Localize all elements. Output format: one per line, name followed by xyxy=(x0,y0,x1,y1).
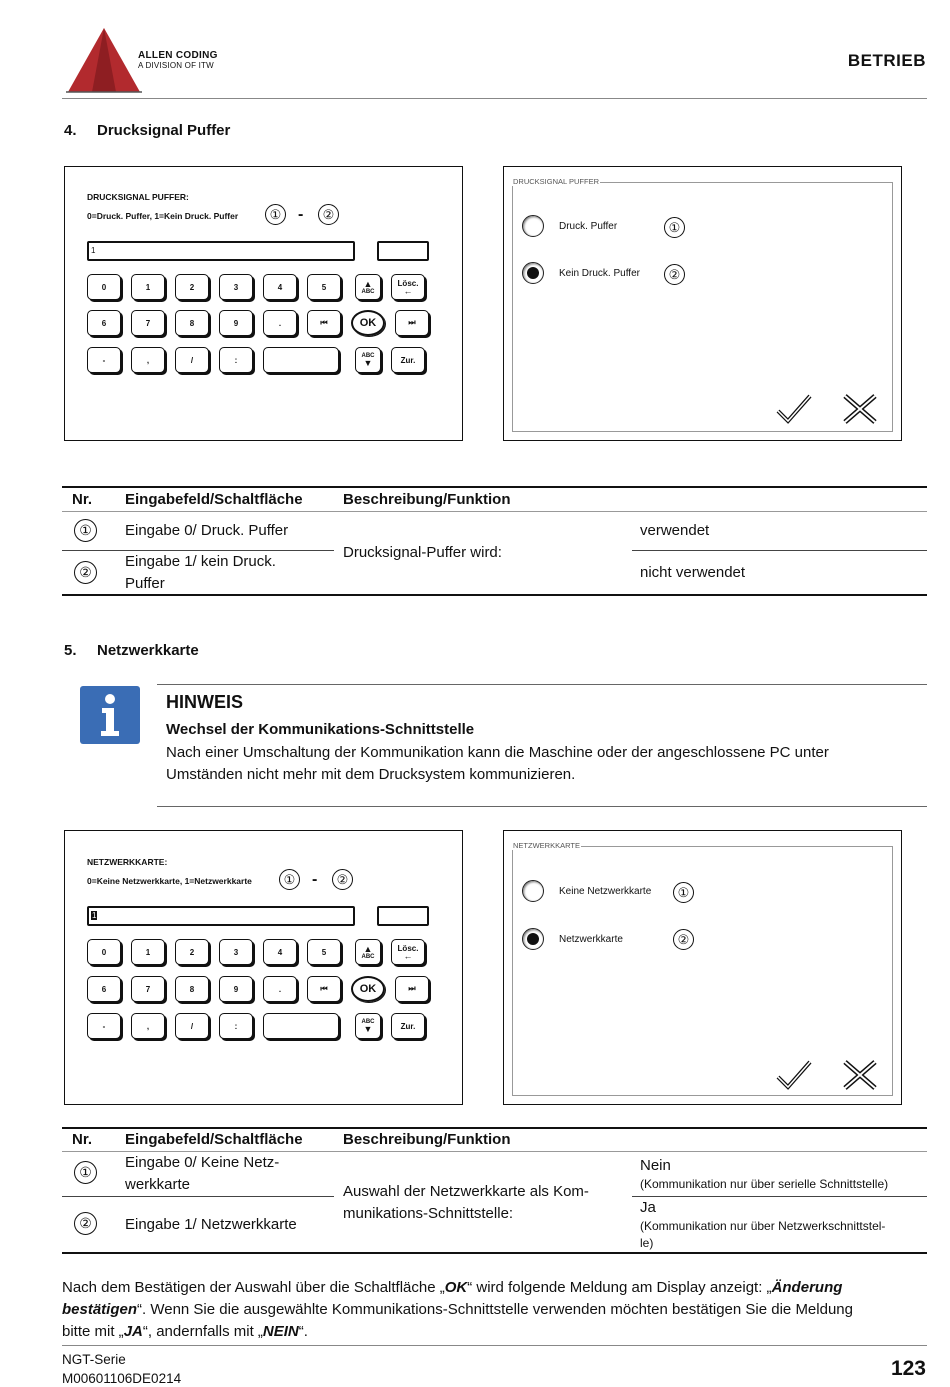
row-rule xyxy=(62,1196,334,1197)
row-result-note-2a: (Kommunikation nur über Netzwerkschnittstel- xyxy=(640,1219,886,1233)
row-marker-2: ② xyxy=(74,561,97,584)
dialog-fieldset xyxy=(512,846,893,1096)
col-header-field: Eingabefeld/Schaltfläche xyxy=(125,1131,303,1148)
info-i-glyph xyxy=(98,693,122,737)
shift-up-key[interactable] xyxy=(355,939,381,965)
space-key[interactable] xyxy=(263,347,339,373)
marker-2: ② xyxy=(664,264,685,285)
key-2[interactable]: 2 xyxy=(175,939,209,965)
selection-dialog xyxy=(503,166,902,441)
col-header-nr: Nr. xyxy=(72,491,93,508)
section-number: 4. xyxy=(64,122,77,139)
key-0[interactable]: 0 xyxy=(87,939,121,965)
key-3[interactable]: 3 xyxy=(219,274,253,300)
row-result-note-1: (Kommunikation nur über serielle Schnittstelle) xyxy=(640,1177,889,1191)
key-4[interactable]: 4 xyxy=(263,274,297,300)
skip-forward-icon: ⏭ xyxy=(408,318,416,327)
note-body-line2: Umständen nicht mehr mit dem Drucksystem kommunizieren. xyxy=(166,766,576,783)
cancel-x-icon[interactable] xyxy=(842,1059,878,1091)
clear-key[interactable] xyxy=(391,939,425,965)
key-minus[interactable]: - xyxy=(87,347,121,373)
marker-dash: - xyxy=(312,871,318,888)
abc-label: ABC xyxy=(361,288,375,295)
ok-key[interactable]: OK xyxy=(351,976,385,1002)
table-top-rule xyxy=(62,1127,927,1129)
section-title: Netzwerkkarte xyxy=(97,642,199,659)
info-icon xyxy=(80,686,140,744)
clear-label: Lösc. xyxy=(397,279,419,288)
row-field-2b: Puffer xyxy=(125,575,165,592)
footer-divider xyxy=(62,1345,927,1346)
ja-term: JA xyxy=(123,1323,143,1340)
key-5[interactable]: 5 xyxy=(307,274,341,300)
row-marker-1: ① xyxy=(74,519,97,542)
col-header-field: Eingabefeld/Schaltfläche xyxy=(125,491,303,508)
row-rule xyxy=(632,550,927,551)
keypad-title: NETZWERKKARTE: xyxy=(87,857,168,867)
marker-dash: - xyxy=(298,206,304,223)
input-value: 1 xyxy=(92,911,97,920)
keypad-screen xyxy=(64,166,463,441)
marker-2: ② xyxy=(332,869,353,890)
key-7[interactable]: 7 xyxy=(131,310,165,336)
marker-1: ① xyxy=(265,204,286,225)
text: Nach dem Bestätigen der Auswahl über die Schaltfläche „ xyxy=(62,1279,445,1296)
cursor-start-key[interactable] xyxy=(307,310,341,336)
section-heading xyxy=(64,122,230,139)
back-key[interactable]: Zur. xyxy=(391,347,425,373)
arrow-down-icon: ▼ xyxy=(363,1023,373,1034)
dialog-legend: DRUCKSIGNAL PUFFER xyxy=(513,177,599,186)
note-title: HINWEIS xyxy=(166,692,244,712)
dialog-legend: NETZWERKKARTE xyxy=(513,841,580,850)
radio-label-1: Druck. Puffer xyxy=(559,221,618,232)
brand-name: ALLEN CODING xyxy=(138,50,218,61)
row-field-2a: Eingabe 1/ kein Druck. xyxy=(125,553,276,570)
arrow-up-icon: ▲ xyxy=(363,278,373,289)
key-1[interactable]: 1 xyxy=(131,274,165,300)
key-comma[interactable]: , xyxy=(131,1013,165,1039)
marker-2: ② xyxy=(673,929,694,950)
row-result-1: verwendet xyxy=(640,522,710,539)
secondary-input[interactable] xyxy=(377,906,429,926)
paragraph-line2 xyxy=(62,1299,932,1321)
confirm-term: bestätigen xyxy=(62,1301,138,1318)
arrow-down-icon: ▼ xyxy=(363,357,373,368)
confirm-check-icon[interactable] xyxy=(776,1059,812,1091)
paragraph-line3 xyxy=(62,1321,308,1343)
row-field-1: Eingabe 0/ Druck. Puffer xyxy=(125,522,289,539)
clear-label: Lösc. xyxy=(397,944,419,953)
row-rule xyxy=(632,1196,927,1197)
key-slash[interactable]: / xyxy=(175,347,209,373)
text: “. xyxy=(298,1323,308,1340)
radio-option-2[interactable] xyxy=(522,928,544,950)
radio-label-2: Netzwerkkarte xyxy=(559,934,623,945)
ok-term: OK xyxy=(444,1279,468,1296)
abc-label: ABC xyxy=(361,352,375,359)
value-input[interactable] xyxy=(87,906,355,926)
radio-label-2: Kein Druck. Puffer xyxy=(559,268,640,279)
col-header-desc: Beschreibung/Funktion xyxy=(343,1131,511,1148)
keypad-title: DRUCKSIGNAL PUFFER: xyxy=(87,192,189,202)
cursor-end-key[interactable] xyxy=(395,976,429,1002)
shift-down-key[interactable] xyxy=(355,347,381,373)
description-line2: munikations-Schnittstelle: xyxy=(343,1205,514,1222)
value-input[interactable]: 1 xyxy=(87,241,355,261)
footer-doc-id: M00601106DE0214 xyxy=(62,1371,182,1386)
key-dot[interactable]: . xyxy=(263,976,297,1002)
description-line1: Auswahl der Netzwerkkarte als Kom- xyxy=(343,1183,589,1200)
key-0[interactable]: 0 xyxy=(87,274,121,300)
confirm-check-icon[interactable] xyxy=(776,393,812,425)
radio-selected-dot xyxy=(527,933,539,945)
key-8[interactable]: 8 xyxy=(175,976,209,1002)
col-header-desc: Beschreibung/Funktion xyxy=(343,491,511,508)
keypad-screen xyxy=(64,830,463,1105)
row-result-2: Ja xyxy=(640,1199,656,1216)
section-title: Drucksignal Puffer xyxy=(97,122,231,139)
radio-selected-dot xyxy=(527,267,539,279)
footer-series: NGT-Serie xyxy=(62,1352,126,1367)
skip-forward-icon: ⏭ xyxy=(408,984,416,993)
dialog-fieldset xyxy=(512,182,893,432)
key-dot[interactable]: . xyxy=(263,310,297,336)
table-top-rule xyxy=(62,486,927,488)
row-field-1a: Eingabe 0/ Keine Netz- xyxy=(125,1154,280,1171)
row-field-2: Eingabe 1/ Netzwerkkarte xyxy=(125,1216,297,1233)
shift-down-key[interactable] xyxy=(355,1013,381,1039)
back-key[interactable]: Zur. xyxy=(391,1013,425,1039)
secondary-input[interactable] xyxy=(377,241,429,261)
key-9[interactable]: 9 xyxy=(219,976,253,1002)
key-comma[interactable]: , xyxy=(131,347,165,373)
text: “, andernfalls mit „ xyxy=(142,1323,263,1340)
keypad-hint: 0=Keine Netzwerkkarte, 1=Netzwerkkarte xyxy=(87,876,252,886)
key-7[interactable]: 7 xyxy=(131,976,165,1002)
section-heading xyxy=(64,642,199,659)
keypad-hint: 0=Druck. Puffer, 1=Kein Druck. Puffer xyxy=(87,211,239,221)
key-colon[interactable]: : xyxy=(219,1013,253,1039)
arrow-up-icon: ▲ xyxy=(363,943,373,954)
key-5[interactable]: 5 xyxy=(307,939,341,965)
row-result-2: nicht verwendet xyxy=(640,564,746,581)
marker-1: ① xyxy=(673,882,694,903)
radio-option-1[interactable] xyxy=(522,215,544,237)
key-minus[interactable]: - xyxy=(87,1013,121,1039)
table-bottom-rule xyxy=(62,1252,927,1254)
marker-2: ② xyxy=(318,204,339,225)
key-6[interactable]: 6 xyxy=(87,976,121,1002)
note-top-rule xyxy=(157,684,927,685)
skip-back-icon: ⏮ xyxy=(320,984,328,993)
radio-option-1[interactable] xyxy=(522,880,544,902)
table-bottom-rule xyxy=(62,594,927,596)
company-logo xyxy=(66,26,142,94)
page-number: 123 xyxy=(890,1357,926,1380)
key-8[interactable]: 8 xyxy=(175,310,209,336)
brand-subtitle: A DIVISION OF ITW xyxy=(138,61,214,70)
nein-term: NEIN xyxy=(262,1323,299,1340)
cursor-start-key[interactable] xyxy=(307,976,341,1002)
text: bitte mit „ xyxy=(62,1323,124,1340)
note-body-line1: Nach einer Umschaltung der Kommunikation kann die Maschine oder der angeschlossene PC unter xyxy=(166,744,829,761)
key-1[interactable]: 1 xyxy=(131,939,165,965)
skip-back-icon: ⏮ xyxy=(320,318,328,327)
radio-label-1: Keine Netzwerkkarte xyxy=(559,886,652,897)
backspace-icon: ← xyxy=(403,286,413,296)
row-marker-2: ② xyxy=(74,1212,97,1235)
row-result-note-2b: le) xyxy=(640,1236,654,1250)
header-rule xyxy=(62,511,927,512)
key-9[interactable]: 9 xyxy=(219,310,253,336)
marker-1: ① xyxy=(664,217,685,238)
change-term: Änderung xyxy=(771,1279,843,1296)
description-cell: Drucksignal-Puffer wird: xyxy=(343,544,502,561)
text: “ wird folgende Meldung am Display anzeigt: „ xyxy=(467,1279,772,1296)
cursor-end-key[interactable] xyxy=(395,310,429,336)
section-number: 5. xyxy=(64,642,77,659)
text: “. Wenn Sie die ausgewählte Kommunikations-Schnittstelle verwenden möchten bestätigen Sie die Meldung xyxy=(137,1301,853,1318)
shift-up-key[interactable] xyxy=(355,274,381,300)
backspace-icon: ← xyxy=(403,951,413,961)
key-3[interactable]: 3 xyxy=(219,939,253,965)
row-field-1b: werkkarte xyxy=(125,1176,191,1193)
marker-1: ① xyxy=(279,869,300,890)
note-subtitle: Wechsel der Kommunikations-Schnittstelle xyxy=(166,721,475,738)
row-result-1: Nein xyxy=(640,1157,671,1174)
chapter-label: BETRIEB xyxy=(847,51,926,70)
key-colon[interactable]: : xyxy=(219,347,253,373)
note-bottom-rule xyxy=(157,806,927,807)
row-marker-1: ① xyxy=(74,1161,97,1184)
col-header-nr: Nr. xyxy=(72,1131,93,1148)
key-4[interactable]: 4 xyxy=(263,939,297,965)
header-divider xyxy=(62,98,927,99)
selection-dialog xyxy=(503,830,902,1105)
radio-option-2[interactable] xyxy=(522,262,544,284)
paragraph-line1 xyxy=(62,1277,932,1299)
clear-key[interactable] xyxy=(391,274,425,300)
space-key[interactable] xyxy=(263,1013,339,1039)
abc-label: ABC xyxy=(361,953,375,960)
cancel-x-icon[interactable] xyxy=(842,393,878,425)
ok-key[interactable]: OK xyxy=(351,310,385,336)
key-slash[interactable]: / xyxy=(175,1013,209,1039)
abc-label: ABC xyxy=(361,1018,375,1025)
key-2[interactable]: 2 xyxy=(175,274,209,300)
key-6[interactable]: 6 xyxy=(87,310,121,336)
